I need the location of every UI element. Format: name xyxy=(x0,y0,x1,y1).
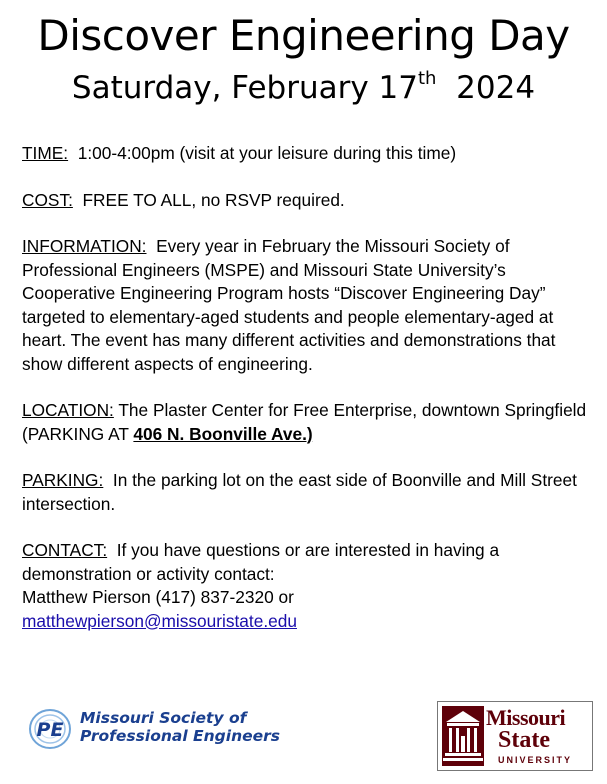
time-text: 1:00-4:00pm (visit at your leisure during this time) xyxy=(77,143,457,163)
mspe-name xyxy=(80,709,280,745)
contact-label: CONTACT: xyxy=(22,540,108,560)
mspe-emblem-icon xyxy=(28,708,74,750)
time-section xyxy=(22,142,594,166)
parking-section xyxy=(22,469,594,516)
location-label: LOCATION: xyxy=(22,400,114,420)
cost-label: COST: xyxy=(22,189,73,210)
location-text: The Plaster Center for Free Enterprise, downtown Springfield (PARKING AT xyxy=(22,400,587,444)
information-label: INFORMATION: xyxy=(22,236,147,256)
cost-section xyxy=(22,189,594,213)
information-text: Every year in February the Missouri Society of Professional Engineers (MSPE) and Missouri State University’s Cooperative Engineering Program hosts “Discover Engineering Day” targeted to elementary-aged students and people elementary-aged at heart. The event has many different activities and demonstrations that show different aspects of engineering. xyxy=(22,236,556,374)
mspe-line2: Professional Engineers xyxy=(80,727,281,745)
mspe-logo xyxy=(28,706,281,752)
contact-name-phone: Matthew Pierson (417) 837-2320 or xyxy=(22,587,294,607)
parking-label: PARKING: xyxy=(22,470,104,490)
msu-word-missouri: Missouri xyxy=(486,705,566,730)
date-ordinal: th xyxy=(417,68,437,89)
parking-text: In the parking lot on the east side of Boonville and Mill Street intersection. xyxy=(22,470,577,514)
location-section xyxy=(22,399,594,446)
page-title: Discover Engineering Day xyxy=(37,11,570,60)
contact-section xyxy=(22,539,594,633)
contact-email-link[interactable]: matthewpierson@missouristate.edu xyxy=(22,610,297,631)
event-date xyxy=(0,66,607,110)
mspe-line1: Missouri Society of xyxy=(80,709,247,727)
date-main: Saturday, February 17 xyxy=(71,70,418,106)
date-year: 2024 xyxy=(456,70,536,106)
building-icon xyxy=(442,706,484,766)
location-address: 406 N. Boonville Ave.) xyxy=(133,423,313,444)
msu-word-state: State xyxy=(498,727,550,753)
information-section xyxy=(22,235,594,376)
contact-text: If you have questions or are interested in having a demonstration or activity contact: xyxy=(22,540,500,584)
cost-text: FREE TO ALL, no RSVP required. xyxy=(82,189,345,210)
missouri-state-logo xyxy=(437,701,593,771)
mspe-emblem-text: PE xyxy=(36,719,64,741)
msu-word-university: UNIVERSITY xyxy=(498,755,573,765)
time-label: TIME: xyxy=(22,143,69,163)
event-details xyxy=(22,142,594,656)
